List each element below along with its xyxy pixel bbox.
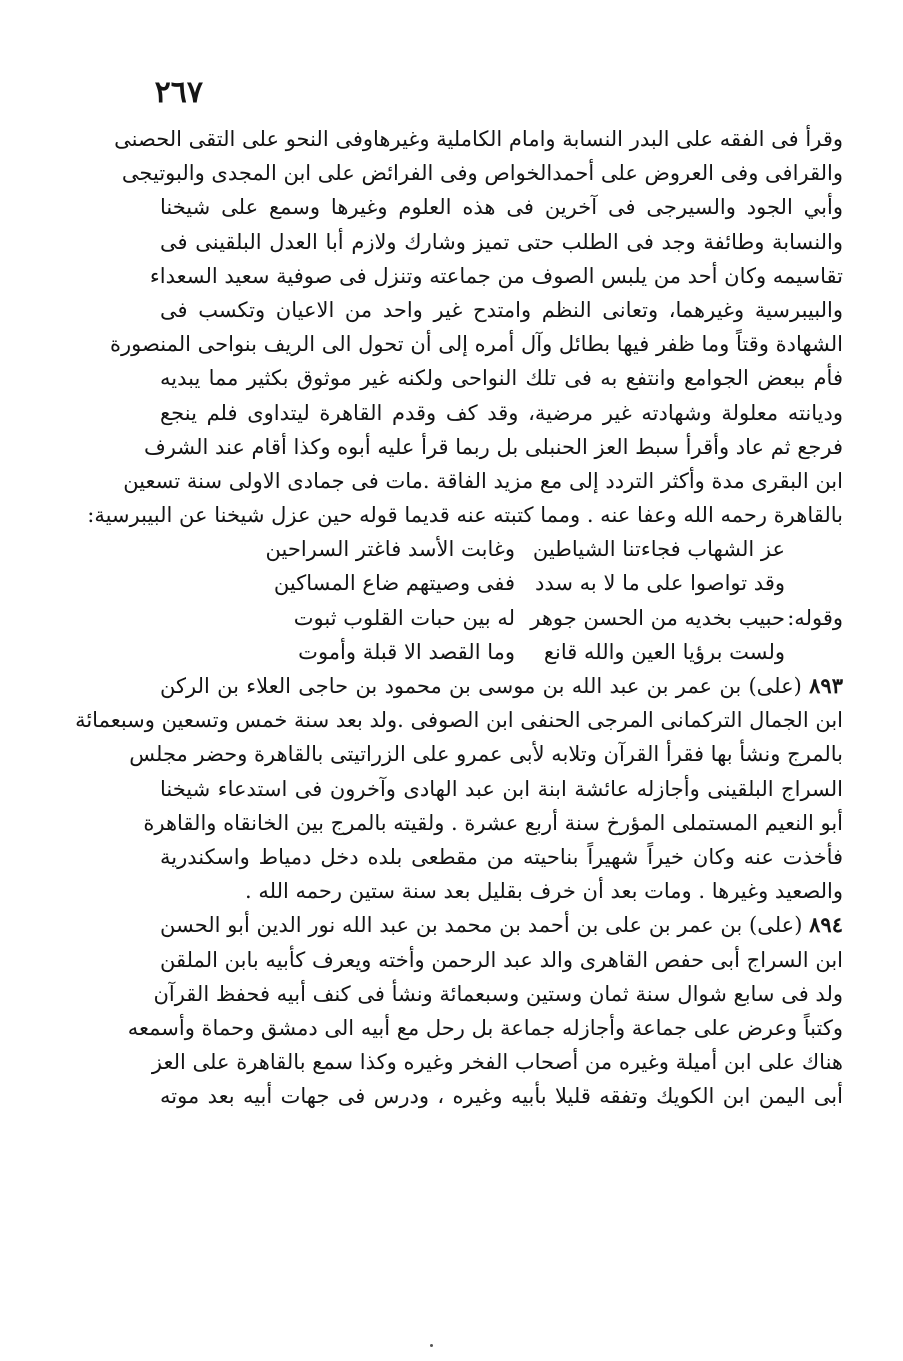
text-line: السراج البلقينى وأجازله عائشة ابنة ابن عبد الهادى وآخرون فى استدعاء شيخنا [160,776,843,801]
text-line: فرجع ثم عاد وأقرأ سبط العز الحنبلى بل ربما قرأ عليه أبوه وكذا أقام عند الشرف [143,434,843,459]
text-line: أبى اليمن ابن الكويك وتفقه قليلا بأبيه وغيره ، ودرس فى جهات أبيه بعد موته [160,1084,843,1109]
text-line: هناك على ابن أميلة وغيره من أصحاب الفخر وغيره وكذا سمع بالقاهرة على العز [151,1050,843,1075]
verse-second-hemistich: له بين حبات القلوب ثبوت [293,605,515,630]
text-line: وقرأ فى الفقه على البدر النسابة وامام الكاملية وغيرهاوفى النحو على التقى الحصنى [114,127,843,151]
entry-heading-text: (على) بن عمر بن على بن أحمد بن محمد بن عبد الله نور الدين أبو الحسن [160,913,803,938]
entry-894 [127,908,843,1113]
text-line: والنسابة وطائفة وجد فى الطلب حتى تميز وشارك ولازم أبا العدل البلقينى فى [160,229,843,254]
text-line: تقاسيمه وكان أحد من يلبس الصوف من جماعته وتنزل فى صوفية سعيد السعداء [149,263,843,288]
page-number: ٢٦٧ [154,75,203,110]
entry-893 [75,669,844,908]
entry-number: ٨٩٣ [809,673,843,698]
text-line: ابن السراج أبى حفص القاهرى والد عبد الرحمن وأخته ويعرف كأبيه بابن الملقن [160,947,843,972]
entry-first-line [160,669,843,703]
entry-heading-text: (على) بن عمر بن عبد الله بن موسى بن محمود بن حاجى العلاء بن الركن [160,674,802,698]
text-line: وكتباً وعرض على جماعة وأجازله جماعة بل رحل مع أبيه الى دمشق وحماة وأسمعه [127,1015,843,1040]
verse-lead [785,635,843,669]
text-line: الشهادة وقتاً وما ظفر فيها بطائل وآل أمره إلى أن تحول الى الريف بنواحى المنصورة [110,332,843,357]
text-line: أبو النعيم المستملى المؤرخ سنة أربع عشرة . ولقيته بالمرج بين الخانقاه والقاهرة [143,810,843,835]
entry-first-line [160,908,843,942]
text-line: والقرافى وفى العروض على أحمدالخواص وفى الفرائض على ابن المجدى والبوتيجى [121,161,843,186]
text-line: ابن البقرى مدة وأكثر التردد إلى مع مزيد الفاقة .مات فى جمادى الاولى سنة تسعين [123,468,843,493]
book-page [75,75,844,1341]
verse-line [160,601,843,635]
verse-first-hemistich: حبيب بخديه من الحسن جوهر [530,605,785,630]
text-line: ولد فى سابع شوال سنة ثمان وستين وسبعمائة ونشأ فى كنف أبيه فحفظ القرآن [153,981,843,1006]
text-line: وديانته معلولة وشهادته غير مرضية، وقد كف وقدم القاهرة ليتداوى فلم ينجع [160,400,843,425]
text-line: فأخذت عنه وكان خيراً شهيراً بناحيته من مقطعى بلده دخل دمياط واسكندرية [160,844,844,869]
paragraph-continuation [87,122,843,532]
text-line: والبيبرسية وغيرهما، وتعانى النظم وامتدح غير واحد من الاعيان وتكسب فى [160,297,843,322]
text-line: وأبي الجود والسيرجى فى آخرين فى هذه العلوم وغيرها وسمع على شيخنا [160,195,843,220]
body-text [75,122,844,1113]
verse-line [160,635,843,669]
verse-first-hemistich: وقد تواصوا على ما لا به سدد [535,571,785,596]
verse-line [160,532,843,566]
verse-lead [785,532,843,566]
verse-lead [785,566,843,600]
verse-second-hemistich: وغابت الأسد فاغتر السراحين [265,537,515,562]
text-line: ابن الجمال التركمانى المرجى الحنفى ابن الصوفى .ولد بعد سنة خمس وتسعين وسبعمائة [75,708,843,733]
print-speck [430,1344,433,1347]
text-line: والصعيد وغيرها . ومات بعد أن خرف بقليل بعد سنة ستين رحمه الله . [245,879,843,904]
text-line: بالقاهرة رحمه الله وعفا عنه . ومما كتبته عنه قديما قوله حين عزل شيخنا عن البيبرسية: [87,503,843,528]
verse-first-hemistich: عز الشهاب فجاءتنا الشياطين [532,537,785,562]
verse-lead: وقوله: [787,605,843,630]
verse-second-hemistich: ففى وصيتهم ضاع المساكين [273,571,515,596]
text-line: فأم ببعض الجوامع وانتفع به فى تلك النواحى ولكنه غير موثوق بكثير مما يبديه [160,366,843,391]
verse-second-hemistich: وما القصد الا قبلة وأموت [298,639,515,664]
entry-number: ٨٩٤ [809,912,843,938]
verse-first-hemistich: ولست برؤيا العين والله قانع [543,639,785,664]
poetry-verses [160,532,843,669]
text-line: بالمرج ونشأ بها فقرأ القرآن وتلابه لأبى عمرو على الزراتيتى بالقاهرة وحضر مجلس [129,742,843,767]
verse-line [160,566,843,600]
